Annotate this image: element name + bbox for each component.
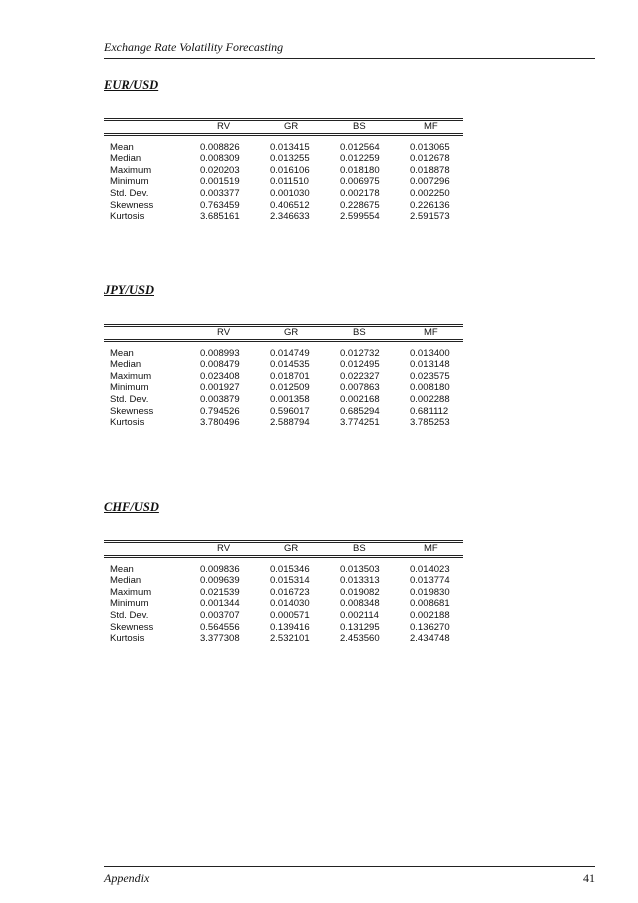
column-header-bs: BS [353, 327, 366, 338]
cell-gr: 0.013415 [270, 141, 310, 153]
stats-table-jpy-usd [104, 324, 463, 429]
cell-rv: 3.685161 [200, 211, 240, 223]
stats-table-eur-usd [104, 118, 463, 223]
row-label: Maximum [110, 164, 152, 176]
cell-rv: 0.001519 [200, 176, 240, 188]
table-row [104, 200, 463, 212]
cell-mf: 0.023575 [410, 370, 450, 382]
cell-mf: 0.008681 [410, 598, 450, 610]
cell-bs: 0.131295 [340, 621, 380, 633]
column-header-bs: BS [353, 121, 366, 132]
cell-mf: 0.013774 [410, 575, 450, 587]
cell-rv: 0.003377 [200, 187, 240, 199]
cell-bs: 0.012732 [340, 347, 380, 359]
column-header-mf: MF [424, 543, 438, 554]
cell-bs: 3.774251 [340, 417, 380, 429]
cell-rv: 0.008826 [200, 141, 240, 153]
cell-mf: 2.591573 [410, 211, 450, 223]
cell-bs: 0.012564 [340, 141, 380, 153]
cell-gr: 0.014535 [270, 359, 310, 371]
cell-gr: 0.015314 [270, 575, 310, 587]
cell-bs: 0.013503 [340, 563, 380, 575]
row-label: Std. Dev. [110, 187, 149, 199]
cell-gr: 0.001030 [270, 187, 310, 199]
row-label: Maximum [110, 586, 152, 598]
cell-rv: 0.021539 [200, 586, 240, 598]
table-header-row [104, 121, 463, 133]
column-header-rv: RV [217, 121, 231, 132]
table-row [104, 622, 463, 634]
table-row [104, 142, 463, 154]
cell-rv: 3.377308 [200, 633, 240, 645]
cell-gr: 0.000571 [270, 609, 310, 621]
cell-bs: 0.013313 [340, 575, 380, 587]
row-label: Skewness [110, 405, 154, 417]
row-label: Std. Dev. [110, 393, 149, 405]
cell-bs: 0.006975 [340, 176, 380, 188]
table-row [104, 587, 463, 599]
cell-rv: 0.763459 [200, 199, 240, 211]
cell-gr: 0.001358 [270, 393, 310, 405]
cell-rv: 0.564556 [200, 621, 240, 633]
cell-gr: 2.532101 [270, 633, 310, 645]
row-label: Kurtosis [110, 633, 145, 645]
table-row [104, 188, 463, 200]
cell-bs: 0.018180 [340, 164, 380, 176]
column-header-mf: MF [424, 327, 438, 338]
table-row [104, 359, 463, 371]
cell-gr: 0.012509 [270, 382, 310, 394]
row-label: Median [110, 359, 142, 371]
cell-rv: 0.008993 [200, 347, 240, 359]
row-label: Kurtosis [110, 211, 145, 223]
cell-gr: 0.018701 [270, 370, 310, 382]
table-row [104, 371, 463, 383]
column-header-bs: BS [353, 543, 366, 554]
cell-mf: 3.785253 [410, 417, 450, 429]
footer-section: Appendix [104, 871, 150, 885]
table-row [104, 575, 463, 587]
cell-bs: 0.008348 [340, 598, 380, 610]
cell-rv: 0.020203 [200, 164, 240, 176]
column-header-gr: GR [284, 327, 299, 338]
cell-bs: 0.002114 [340, 609, 379, 621]
table-row [104, 598, 463, 610]
cell-mf: 0.008180 [410, 382, 450, 394]
row-label: Mean [110, 347, 134, 359]
row-label: Std. Dev. [110, 609, 149, 621]
section-title-chf-usd: CHF/USD [104, 500, 159, 514]
row-label: Kurtosis [110, 417, 145, 429]
cell-gr: 0.011510 [270, 176, 309, 188]
cell-bs: 0.002168 [340, 393, 380, 405]
row-label: Minimum [110, 598, 149, 610]
cell-mf: 0.013400 [410, 347, 450, 359]
cell-rv: 0.009639 [200, 575, 240, 587]
table-row [104, 165, 463, 177]
row-label: Maximum [110, 370, 152, 382]
cell-rv: 3.780496 [200, 417, 240, 429]
cell-mf: 0.012678 [410, 153, 450, 165]
cell-bs: 0.022327 [340, 370, 380, 382]
cell-bs: 2.599554 [340, 211, 380, 223]
row-label: Minimum [110, 382, 149, 394]
cell-gr: 0.014749 [270, 347, 310, 359]
cell-bs: 0.002178 [340, 187, 380, 199]
section-title-jpy-usd: JPY/USD [104, 283, 154, 297]
table-header-row [104, 543, 463, 555]
cell-mf: 0.013065 [410, 141, 450, 153]
cell-mf: 0.002188 [410, 609, 450, 621]
cell-bs: 0.012259 [340, 153, 380, 165]
column-header-mf: MF [424, 121, 438, 132]
row-label: Skewness [110, 199, 154, 211]
cell-gr: 2.588794 [270, 417, 310, 429]
cell-bs: 0.685294 [340, 405, 380, 417]
cell-rv: 0.001344 [200, 598, 240, 610]
row-label: Median [110, 153, 142, 165]
column-header-rv: RV [217, 327, 231, 338]
table-row [104, 633, 463, 645]
table-row [104, 610, 463, 622]
cell-rv: 0.001927 [200, 382, 240, 394]
cell-gr: 0.015346 [270, 563, 310, 575]
table-row [104, 153, 463, 165]
row-label: Median [110, 575, 142, 587]
cell-gr: 0.406512 [270, 199, 310, 211]
cell-gr: 0.139416 [270, 621, 310, 633]
row-label: Skewness [110, 621, 154, 633]
cell-mf: 0.007296 [410, 176, 450, 188]
cell-gr: 2.346633 [270, 211, 310, 223]
cell-rv: 0.023408 [200, 370, 240, 382]
table-row [104, 394, 463, 406]
cell-mf: 0.002288 [410, 393, 450, 405]
cell-mf: 0.014023 [410, 563, 450, 575]
cell-mf: 0.136270 [410, 621, 450, 633]
cell-bs: 0.019082 [340, 586, 380, 598]
cell-rv: 0.003879 [200, 393, 240, 405]
cell-bs: 0.228675 [340, 199, 380, 211]
table-row [104, 564, 463, 576]
cell-mf: 0.002250 [410, 187, 450, 199]
cell-rv: 0.009836 [200, 563, 240, 575]
table-row [104, 406, 463, 418]
cell-rv: 0.008479 [200, 359, 240, 371]
cell-rv: 0.794526 [200, 405, 240, 417]
section-title-eur-usd: EUR/USD [104, 78, 159, 92]
cell-mf: 0.013148 [410, 359, 450, 371]
row-label: Minimum [110, 176, 149, 188]
cell-gr: 0.013255 [270, 153, 310, 165]
cell-bs: 2.453560 [340, 633, 380, 645]
table-row [104, 417, 463, 429]
cell-mf: 0.226136 [410, 199, 450, 211]
cell-gr: 0.016723 [270, 586, 310, 598]
table-row [104, 382, 463, 394]
cell-gr: 0.596017 [270, 405, 310, 417]
running-header [104, 40, 595, 59]
row-label: Mean [110, 563, 134, 575]
cell-bs: 0.012495 [340, 359, 380, 371]
cell-mf: 0.681112 [410, 405, 449, 417]
stats-table-chf-usd [104, 540, 463, 645]
page-number: 41 [583, 871, 595, 885]
cell-mf: 0.018878 [410, 164, 450, 176]
table-row [104, 211, 463, 223]
column-header-gr: GR [284, 543, 299, 554]
cell-rv: 0.008309 [200, 153, 240, 165]
cell-bs: 0.007863 [340, 382, 380, 394]
column-header-gr: GR [284, 121, 299, 132]
cell-gr: 0.016106 [270, 164, 310, 176]
cell-mf: 2.434748 [410, 633, 450, 645]
table-row [104, 176, 463, 188]
cell-mf: 0.019830 [410, 586, 450, 598]
running-footer [104, 866, 595, 886]
cell-gr: 0.014030 [270, 598, 310, 610]
row-label: Mean [110, 141, 134, 153]
column-header-rv: RV [217, 543, 231, 554]
table-header-row [104, 327, 463, 339]
document-title: Exchange Rate Volatility Forecasting [104, 40, 284, 54]
table-row [104, 348, 463, 360]
cell-rv: 0.003707 [200, 609, 240, 621]
